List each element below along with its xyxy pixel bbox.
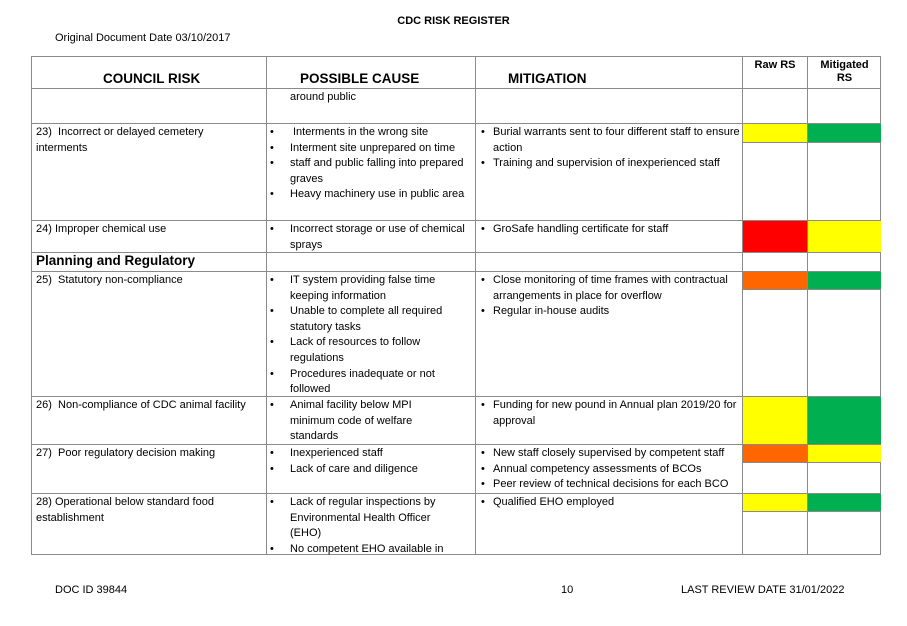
raw-rs-26	[743, 397, 807, 444]
last-review-date: LAST REVIEW DATE 31/01/2022	[681, 584, 845, 596]
cause-item: • Unable to complete all required statutory tasks	[267, 304, 472, 335]
mitigation-item: • Annual competency assessments of BCOs	[481, 462, 743, 478]
causes-27	[267, 446, 472, 477]
causes-26	[267, 398, 447, 445]
cause-item: • Inexperienced staff	[267, 446, 472, 462]
risk-28	[36, 495, 261, 526]
risk-register-table	[31, 56, 881, 555]
cause-item: • Lack of care and diligence	[267, 462, 472, 478]
mitigation-item: • Regular in-house audits	[481, 304, 743, 320]
mitigated-rs-28	[808, 494, 881, 511]
cause-item: • No competent EHO available in	[267, 542, 457, 558]
risk-26	[36, 398, 266, 414]
cause-item: • Animal facility below MPI minimum code of welfare standards	[267, 398, 447, 445]
cause-item: • staff and public falling into prepared graves	[267, 156, 472, 187]
causes-28	[267, 495, 457, 557]
risk-text: Statutory non-compliance	[58, 274, 183, 286]
risk-24	[36, 222, 256, 238]
cause-item: • Incorrect storage or use of chemical sprays	[267, 222, 472, 253]
risk-number: 26)	[36, 399, 52, 411]
causes-25	[267, 273, 472, 398]
mitigation-item: • Training and supervision of inexperienced staff	[481, 156, 741, 172]
risk-25	[36, 273, 256, 289]
raw-rs-25	[743, 272, 807, 289]
rs-subdivider	[742, 511, 880, 512]
risk-text: Incorrect or delayed cemetery interments	[36, 126, 204, 154]
mitigations-26	[481, 398, 741, 429]
risk-number: 28)	[36, 496, 52, 508]
mitigation-item: • Funding for new pound in Annual plan 2019/20 for approval	[481, 398, 741, 429]
raw-rs-24	[743, 221, 807, 252]
mitigations-25	[481, 273, 743, 320]
risk-text: Poor regulatory decision making	[58, 447, 216, 459]
mitigated-rs-24	[808, 221, 881, 252]
mitigations-23	[481, 125, 741, 172]
mitigations-27	[481, 446, 743, 493]
header-mitigation: MITIGATION	[508, 71, 587, 86]
raw-rs-23	[743, 124, 807, 142]
risk-number: 24)	[36, 223, 52, 235]
header-mitigated-rs-line2: RS	[836, 72, 853, 84]
cause-item: • Lack of resources to follow regulations	[267, 335, 472, 366]
cause-item: • Interments in the wrong site	[267, 125, 472, 141]
doc-id: DOC ID 39844	[55, 584, 128, 596]
mitigations-28	[481, 495, 741, 511]
mitigation-item: • New staff closely supervised by competent staff	[481, 446, 743, 462]
mitigated-rs-27	[808, 445, 881, 462]
causes-23	[267, 125, 472, 203]
raw-rs-28	[743, 494, 807, 511]
risk-text: Improper chemical use	[54, 223, 167, 235]
risk-23	[36, 125, 256, 156]
cause-item: • Heavy machinery use in public area	[267, 187, 472, 203]
mitigations-24	[481, 222, 741, 238]
raw-rs-27	[743, 445, 807, 462]
section-title: Planning and Regulatory	[36, 253, 196, 268]
row-divider	[32, 88, 880, 89]
header-possible-cause: POSSIBLE CAUSE	[300, 71, 420, 86]
risk-text: Operational below standard food establishment	[36, 496, 214, 524]
cause-item: • IT system providing false time keeping information	[267, 273, 472, 304]
causes-24	[267, 222, 472, 253]
mitigation-item: • Close monitoring of time frames with contractual arrangements in place for overflow	[481, 273, 743, 304]
cause-item: • Procedures inadequate or not followed	[267, 367, 472, 398]
mitigated-rs-25	[808, 272, 881, 289]
risk-text: Non-compliance of CDC animal facility	[58, 399, 246, 411]
mitigation-item: • Qualified EHO employed	[481, 495, 741, 511]
rs-subdivider	[742, 142, 880, 143]
rs-subdivider	[742, 462, 880, 463]
page-title: CDC RISK REGISTER	[397, 15, 510, 27]
header-mitigated-rs	[808, 59, 881, 85]
mitigation-item: • GroSafe handling certificate for staff	[481, 222, 741, 238]
risk-number: 23)	[36, 126, 52, 138]
cause-item: • Lack of regular inspections by Environmental Health Officer (EHO)	[267, 495, 457, 542]
mitigated-rs-26	[808, 397, 881, 444]
header-raw-rs: Raw RS	[754, 59, 796, 71]
header-council-risk: COUNCIL RISK	[103, 71, 201, 86]
risk-27	[36, 446, 261, 462]
continued-cause: around public	[290, 91, 357, 103]
risk-number: 27)	[36, 447, 52, 459]
risk-number: 25)	[36, 274, 52, 286]
mitigation-item: • Burial warrants sent to four different staff to ensure action	[481, 125, 741, 156]
mitigated-rs-23	[808, 124, 881, 142]
header-mitigated-rs-line1: Mitigated	[820, 59, 869, 71]
original-document-date: Original Document Date 03/10/2017	[55, 32, 231, 44]
page-number: 10	[561, 584, 574, 596]
cause-item: • Interment site unprepared on time	[267, 141, 472, 157]
rs-subdivider	[742, 289, 880, 290]
column-divider	[475, 57, 476, 554]
mitigation-item: • Peer review of technical decisions for each BCO	[481, 477, 743, 493]
